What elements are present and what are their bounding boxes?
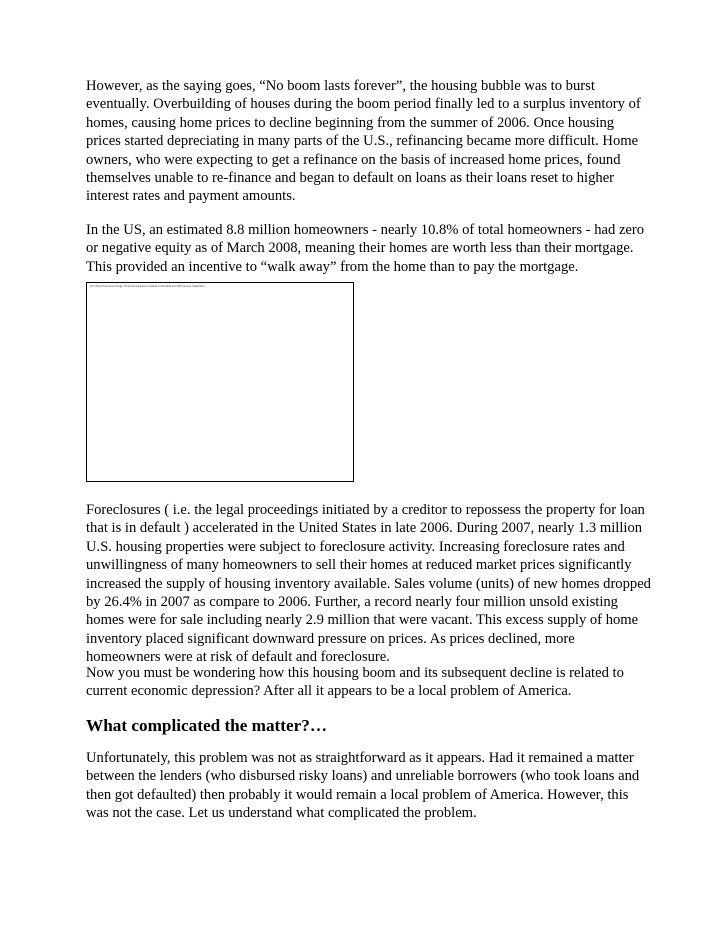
paragraph-negative-equity: In the US, an estimated 8.8 million homeowners - nearly 10.8% of total homeowners - had zero or negative equity as of March 2008, meaning their homes are worth less than their mortgage. This provided an incentive to “walk away” from the home than to pay the mortgage. <box>86 222 645 275</box>
paragraph-housing-bubble: However, as the saying goes, “No boom lasts forever”, the housing bubble was to burst eventually. Overbuilding of houses during the boom period finally led to a surplus inventory of homes, causing home prices to decline beginning from the summer of 2006. Once housing prices started depreciating in many parts of the U.S., refinancing became more difficult. Home owners, who were expecting to get a refinance on the basis of increased home prices, found themselves unable to re-finance and began to default on loans as their loans reset to higher interest rates and payment amounts. <box>86 78 641 205</box>
figure-caption: U.S. Home Foreclosure Filings - Foreclosure activity increased in late 2006 and 2007 (Source: RealtyTrac) <box>90 285 205 288</box>
embedded-figure <box>86 282 354 482</box>
section-heading: What complicated the matter?… <box>86 716 328 735</box>
paragraph-question: Now you must be wondering how this housing boom and its subsequent decline is related to current economic depression? After all it appears to be a local problem of America. <box>86 665 624 700</box>
paragraph-foreclosures: Foreclosures ( i.e. the legal proceedings initiated by a creditor to repossess the property for loan that is in default ) accelerated in the United States in late 2006. During 2007, nearly 1.3 million U.S. housing properties were subject to foreclosure activity. Increasing foreclosure rates and unwillingness of many homeowners to sell their homes at reduced market prices significantly increased the supply of housing inventory available. Sales volume (units) of new homes dropped by 26.4% in 2007 as compare to 2006. Further, a record nearly four million unsold existing homes were for sale including nearly 2.9 million that were vacant. This excess supply of home inventory placed significant downward pressure on prices. As prices declined, more homeowners were at risk of default and foreclosure. <box>86 502 651 666</box>
paragraph-complication: Unfortunately, this problem was not as straightforward as it appears. Had it remained a matter between the lenders (who disbursed risky loans) and unreliable borrowers (who took loans and then got defaulted) then probably it would remain a local problem of America. However, this was not the case. Let us understand what complicated the problem. <box>86 750 640 822</box>
